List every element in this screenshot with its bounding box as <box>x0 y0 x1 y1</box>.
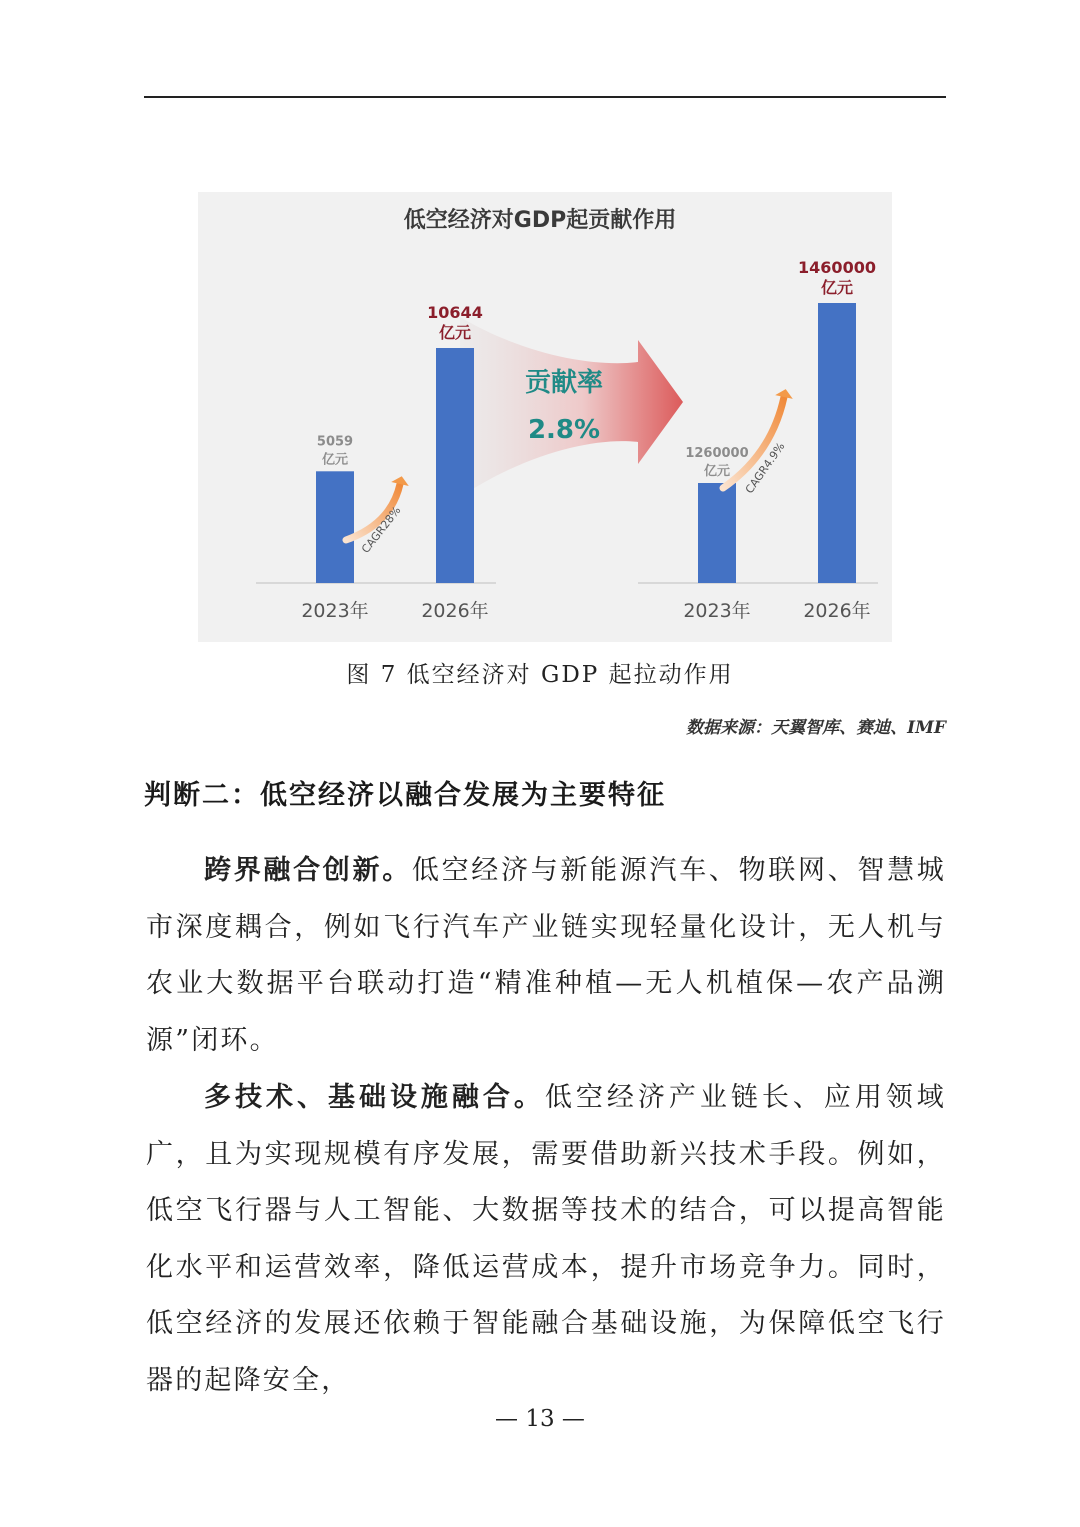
paragraph-lead: 多技术、基础设施融合。 <box>204 1082 545 1113</box>
x-tick-label: 2026年 <box>421 600 489 622</box>
contribution-arrow <box>460 317 683 497</box>
paragraph-text: 低空经济产业链长、应用领域广，且为实现规模有序发展，需要借助新兴技术手段。例如，低空飞行器与人工智能、大数据等技术的结合，可以提高智能化水平和运营效率，降低运营成本，提升市场竞争力。同时，低空经济的发展还依赖于智能融合基础设施，为保障低空飞行器的起降安全， <box>146 1082 946 1396</box>
contribution-label: 贡献率 <box>524 368 604 398</box>
figure-panel <box>198 192 892 642</box>
bar-2023年 <box>698 483 736 583</box>
value-label: 10644 <box>427 303 483 322</box>
paragraph-technology-infrastructure-integration <box>146 1070 946 1410</box>
bar-2023年 <box>316 471 354 583</box>
paragraph-lead: 跨界融合创新。 <box>204 855 412 886</box>
data-source: 数据来源：天翼智库、赛迪、IMF <box>686 718 946 738</box>
paragraph-text: 低空经济与新能源汽车、物联网、智慧城市深度耦合，例如飞行汽车产业链实现轻量化设计，无人机与农业大数据平台联动打造“精准种植—无人机植保—农产品溯源”闭环。 <box>146 855 946 1056</box>
x-tick-label: 2023年 <box>301 600 369 622</box>
paragraph-cross-border-integration <box>146 843 946 1069</box>
figure-caption: 图 7 低空经济对 GDP 起拉动作用 <box>346 662 734 688</box>
gdp-contribution-chart <box>198 192 892 642</box>
bar-2026年 <box>436 348 474 583</box>
cagr-label: CAGR4.9% <box>742 440 788 496</box>
value-label: 5059 <box>316 434 354 450</box>
unit-label: 亿元 <box>321 452 349 468</box>
cagr-label: CAGR28% <box>358 503 404 556</box>
unit-label: 亿元 <box>703 464 731 479</box>
unit-label: 亿元 <box>820 278 854 297</box>
header-rule <box>144 96 946 98</box>
x-tick-label: 2026年 <box>803 600 871 622</box>
value-label: 1260000 <box>685 446 749 461</box>
section-heading: 判断二：低空经济以融合发展为主要特征 <box>144 780 666 811</box>
contribution-value: 2.8% <box>527 415 601 445</box>
unit-label: 亿元 <box>438 323 472 342</box>
chart-title: 低空经济对GDP起贡献作用 <box>403 208 677 233</box>
page-number: — 13 — <box>495 1406 585 1432</box>
value-label: 1460000 <box>798 258 876 277</box>
x-tick-label: 2023年 <box>683 600 751 622</box>
bar-2026年 <box>818 303 856 583</box>
